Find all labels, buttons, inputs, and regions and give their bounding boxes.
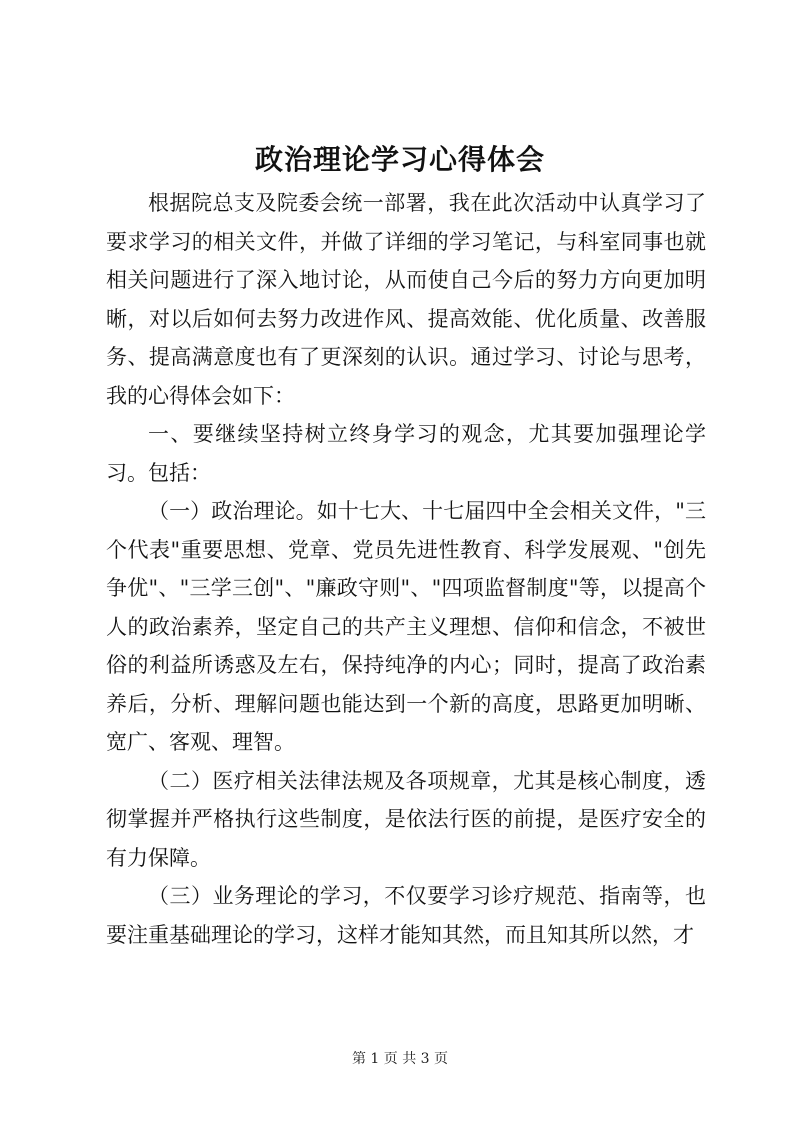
page-footer: 第 1 页 共 3 页: [351, 1051, 449, 1067]
paragraph-political-theory: （一）政治理论。如十七大、十七届四中全会相关文件，"三个代表"重要思想、党章、党员先进性教育、科学发展观、"创先争优"、"三学三创"、"廉政守则"、"四项监督制度"等，以提高个人的政治素养，坚定自己的共产主义理想、信仰和信念，不被世俗的利益所诱惑及左右，保持纯净的内心；同时，提高了政治素养后，分析、理解问题也能达到一个新的高度，思路更加明晰、宽广、客观、理智。: [106, 499, 706, 754]
paragraph-medical-regulations: （二）医疗相关法律法规及各项规章，尤其是核心制度，透彻掌握并严格执行这些制度，是依法行医的前提，是医疗安全的有力保障。: [106, 768, 706, 870]
paragraph-section-one: 一、要继续坚持树立终身学习的观念，尤其要加强理论学习。包括：: [106, 422, 706, 485]
paragraph-intro: 根据院总支及院委会统一部署，我在此次活动中认真学习了要求学习的相关文件，并做了详细的学习笔记，与科室同事也就相关问题进行了深入地讨论，从而使自己今后的努力方向更加明晰，对以后如何去努力改进作风、提高效能、优化质量、改善服务、提高满意度也有了更深刻的认识。通过学习、讨论与思考，我的心得体会如下：: [106, 191, 706, 408]
document-title: 政治理论学习心得体会: [254, 143, 545, 176]
paragraph-professional-theory: （三）业务理论的学习，不仅要学习诊疗规范、指南等，也要注重基础理论的学习，这样才能知其然，而且知其所以然，才: [106, 884, 706, 947]
document-body: [106, 184, 706, 954]
